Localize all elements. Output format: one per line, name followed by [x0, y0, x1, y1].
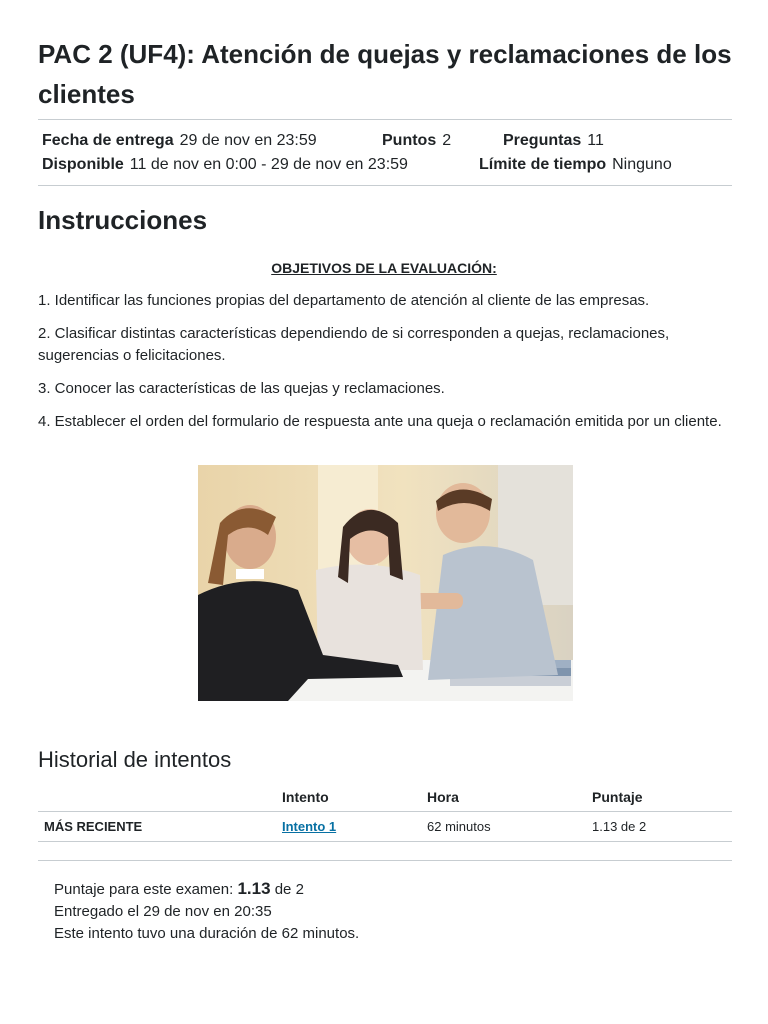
time-limit-label: Límite de tiempo: [479, 156, 607, 173]
time-limit-value: Ninguno: [612, 156, 672, 173]
column-header-time: Hora: [427, 789, 459, 805]
divider: [38, 841, 732, 842]
time-limit: [479, 155, 672, 175]
attempt-time: 62 minutos: [427, 819, 491, 834]
attempt-history-heading: Historial de intentos: [38, 747, 232, 772]
exam-score-line: [54, 878, 304, 901]
divider: [38, 185, 732, 186]
divider: [38, 119, 732, 120]
questions: [503, 131, 604, 151]
column-header-attempt: Intento: [282, 789, 329, 805]
due-date: [42, 131, 317, 151]
objective-item: 4. Establecer el orden del formulario de respuesta ante una queja o reclamación emitida por un cliente.: [38, 413, 722, 430]
instructions-heading: Instrucciones: [38, 205, 208, 235]
score-value: 1.13: [237, 879, 271, 898]
objective-item: 3. Conocer las características de las quejas y reclamaciones.: [38, 380, 445, 397]
available: [42, 155, 408, 175]
column-header-score: Puntaje: [592, 789, 643, 805]
points-label: Puntos: [382, 132, 437, 149]
objectives-heading: OBJETIVOS DE LA EVALUACIÓN:: [271, 260, 497, 276]
attempt-score: 1.13 de 2: [592, 819, 647, 834]
quiz-title: PAC 2 (UF4): Atención de quejas y reclamaciones de los clientes: [38, 39, 732, 109]
points: [382, 131, 451, 151]
divider: [38, 811, 732, 812]
attempt-1-link[interactable]: Intento 1: [282, 819, 337, 834]
objective-item: 1. Identificar las funciones propias del departamento de atención al cliente de las empresas.: [38, 292, 650, 309]
objective-item: 2. Clasificar distintas características dependiendo de si corresponden a quejas, reclamaciones, sugerencias o felicitaciones.: [38, 325, 670, 364]
available-label: Disponible: [42, 156, 124, 173]
divider: [38, 860, 732, 861]
available-value: 11 de nov en 0:00 - 29 de nov en 23:59: [129, 156, 408, 173]
due-date-label: Fecha de entrega: [42, 132, 174, 149]
questions-value: 11: [587, 132, 604, 149]
points-value: 2: [442, 132, 452, 149]
score-prefix: Puntaje para este examen:: [54, 881, 238, 898]
submitted-at: Entregado el 29 de nov en 20:35: [54, 903, 272, 920]
due-date-value: 29 de nov en 23:59: [179, 132, 317, 149]
score-suffix: de 2: [270, 881, 304, 898]
customer-service-photo: [198, 465, 573, 701]
questions-label: Preguntas: [503, 132, 582, 149]
attempt-row-label: MÁS RECIENTE: [44, 819, 143, 834]
attempt-duration: Este intento tuvo una duración de 62 minutos.: [54, 925, 360, 942]
